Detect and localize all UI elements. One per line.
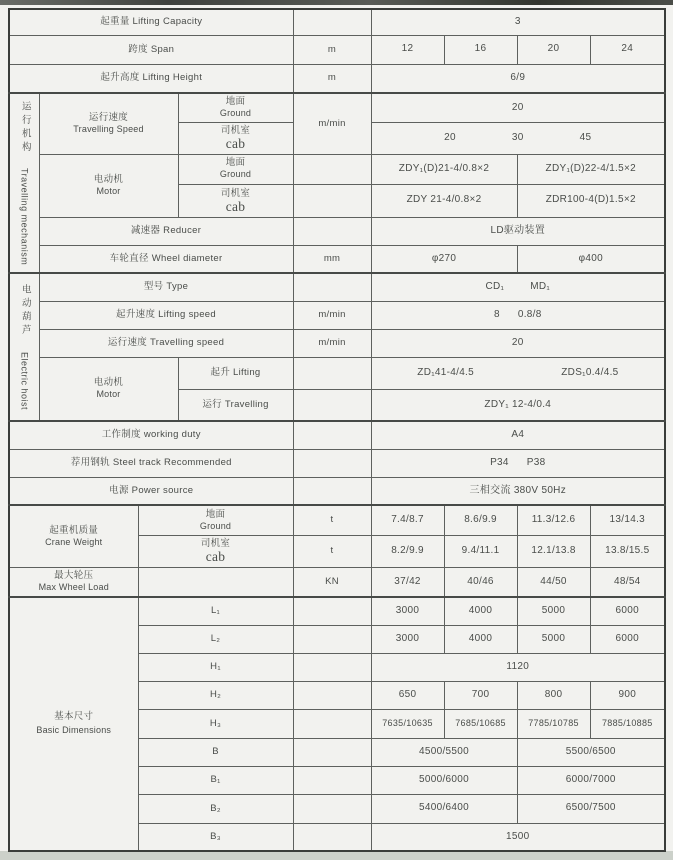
travelling-speed-cab-label: 司机室 cab: [178, 122, 293, 154]
dimension-b1-value: 5000/6000: [371, 766, 517, 794]
section-electric-hoist: [9, 273, 39, 421]
max-wheel-load-unit: KN: [293, 567, 371, 597]
hoist-type-label: 型号 Type: [39, 273, 293, 301]
crane-weight-cab-label: 司机室 cab: [138, 535, 293, 567]
travel-motor-ground-value: ZDY₁(D)22-4/1.5×2: [517, 154, 665, 184]
hoist-type-unit-cell: [293, 273, 371, 301]
reducer-value: LD驱动装置: [371, 217, 665, 245]
max-wheel-load-value: 48/54: [590, 567, 665, 597]
hoist-lifting-speed-unit: m/min: [293, 301, 371, 329]
dimension-param-b1: B₁: [138, 766, 293, 794]
power-source-unit-cell: [293, 477, 371, 505]
dimension-h3-value: 7635/10635: [371, 709, 444, 738]
hoist-motor-travelling-unit-cell: [293, 389, 371, 421]
span-value: 20: [517, 35, 590, 64]
travel-motor-cab-value: ZDR100-4(D)1.5×2: [517, 184, 665, 217]
span-value: 12: [371, 35, 444, 64]
hoist-motor-lifting-label: 起升 Lifting: [178, 357, 293, 389]
hoist-motor-travelling-label: 运行 Travelling: [178, 389, 293, 421]
working-duty-value: A4: [371, 421, 665, 449]
dimension-param-b3: B₃: [138, 823, 293, 851]
reducer-unit-cell: [293, 217, 371, 245]
travel-motor-ground-value: ZDY₁(D)21-4/0.8×2: [371, 154, 517, 184]
dimension-h1-value: 1120: [371, 653, 665, 681]
dimension-h3-value: 7685/10685: [444, 709, 517, 738]
hoist-lifting-speed-label: 起升速度 Lifting speed: [39, 301, 293, 329]
dimension-l1-value: 4000: [444, 597, 517, 625]
electric-hoist-vertical-label: 电动葫芦 Electric hoist: [19, 284, 31, 410]
crane-weight-cab-value: 9.4/11.1: [444, 535, 517, 567]
crane-weight-cab-value: 13.8/15.5: [590, 535, 665, 567]
wheel-diameter-value: φ270: [371, 245, 517, 273]
dimension-b-value: 4500/5500: [371, 738, 517, 766]
span-value: 24: [590, 35, 665, 64]
hoist-motor-lifting-values: ZD₁41-4/4.5 ZDS₁0.4/4.5: [371, 357, 665, 389]
span-unit: m: [293, 35, 371, 64]
travelling-speed-label: 运行速度 Travelling Speed: [39, 93, 178, 154]
dimension-param-l1: L₁: [138, 597, 293, 625]
span-label: 跨度 Span: [9, 35, 293, 64]
dimension-h2-unit-cell: [293, 681, 371, 709]
working-duty-unit-cell: [293, 421, 371, 449]
lifting-capacity-label: 起重量 Lifting Capacity: [9, 9, 293, 35]
travel-motor-label: 电动机 Motor: [39, 154, 178, 217]
lifting-capacity-value: 3: [371, 9, 665, 35]
dimension-h2-value: 650: [371, 681, 444, 709]
dimension-param-b: B: [138, 738, 293, 766]
crane-weight-ground-value: 8.6/9.9: [444, 505, 517, 535]
dimension-h1-unit-cell: [293, 653, 371, 681]
dimension-l2-value: 6000: [590, 625, 665, 653]
travel-motor-cab-label: 司机室 cab: [178, 184, 293, 217]
lifting-height-label: 起升高度 Lifting Height: [9, 64, 293, 93]
travel-motor-cab-value: ZDY 21-4/0.8×2: [371, 184, 517, 217]
max-wheel-load-sub-cell: [138, 567, 293, 597]
dimension-h2-value: 700: [444, 681, 517, 709]
power-source-value: 三相交流 380V 50Hz: [371, 477, 665, 505]
travel-motor-cab-unit-cell: [293, 184, 371, 217]
dimension-b2-value: 6500/7500: [517, 794, 665, 823]
max-wheel-load-label: 最大轮压 Max Wheel Load: [9, 567, 138, 597]
travelling-speed-cab-values: 20 30 45: [371, 122, 665, 154]
crane-weight-cab-unit: t: [293, 535, 371, 567]
span-value: 16: [444, 35, 517, 64]
hoist-travel-speed-value: 20: [371, 329, 665, 357]
steel-track-unit-cell: [293, 449, 371, 477]
dimension-h3-unit-cell: [293, 709, 371, 738]
max-wheel-load-value: 44/50: [517, 567, 590, 597]
hoist-motor-label: 电动机 Motor: [39, 357, 178, 421]
dimension-b2-value: 5400/6400: [371, 794, 517, 823]
scan-top-edge: [0, 0, 673, 5]
crane-weight-cab-value: 8.2/9.9: [371, 535, 444, 567]
crane-weight-ground-value: 13/14.3: [590, 505, 665, 535]
dimension-l1-value: 3000: [371, 597, 444, 625]
dimension-b3-value: 1500: [371, 823, 665, 851]
dimension-l1-unit-cell: [293, 597, 371, 625]
crane-weight-cab-value: 12.1/13.8: [517, 535, 590, 567]
crane-weight-ground-unit: t: [293, 505, 371, 535]
basic-dimensions-label: 基本尺寸 Basic Dimensions: [9, 597, 138, 851]
max-wheel-load-value: 40/46: [444, 567, 517, 597]
wheel-diameter-label: 车轮直径 Wheel diameter: [39, 245, 293, 273]
reducer-label: 减速器 Reducer: [39, 217, 293, 245]
hoist-travel-speed-unit: m/min: [293, 329, 371, 357]
dimension-param-h1: H₁: [138, 653, 293, 681]
hoist-motor-lifting-unit-cell: [293, 357, 371, 389]
dimension-l1-value: 5000: [517, 597, 590, 625]
section-travelling-mechanism: [9, 93, 39, 273]
crane-weight-label: 起重机质量 Crane Weight: [9, 505, 138, 567]
travelling-speed-ground-label: 地面 Ground: [178, 93, 293, 122]
travel-motor-ground-unit-cell: [293, 154, 371, 184]
dimension-l2-value: 4000: [444, 625, 517, 653]
dimension-h3-value: 7785/10785: [517, 709, 590, 738]
dimension-b-unit-cell: [293, 738, 371, 766]
dimension-param-l2: L₂: [138, 625, 293, 653]
scan-bottom-edge: [0, 851, 673, 860]
wheel-diameter-unit: mm: [293, 245, 371, 273]
dimension-h2-value: 800: [517, 681, 590, 709]
dimension-b1-value: 6000/7000: [517, 766, 665, 794]
dimension-h2-value: 900: [590, 681, 665, 709]
crane-weight-ground-value: 11.3/12.6: [517, 505, 590, 535]
dimension-b1-unit-cell: [293, 766, 371, 794]
travelling-speed-unit: m/min: [293, 93, 371, 154]
dimension-l1-value: 6000: [590, 597, 665, 625]
steel-track-values: P34 P38: [371, 449, 665, 477]
hoist-lifting-speed-values: 8 0.8/8: [371, 301, 665, 329]
travel-motor-ground-label: 地面 Ground: [178, 154, 293, 184]
power-source-label: 电源 Power source: [9, 477, 293, 505]
dimension-b3-unit-cell: [293, 823, 371, 851]
lifting-height-value: 6/9: [371, 64, 665, 93]
lifting-capacity-unit-cell: [293, 9, 371, 35]
dimension-l2-value: 3000: [371, 625, 444, 653]
hoist-type-values: CD₁ MD₁: [371, 273, 665, 301]
wheel-diameter-value: φ400: [517, 245, 665, 273]
lifting-height-unit: m: [293, 64, 371, 93]
crane-weight-ground-label: 地面 Ground: [138, 505, 293, 535]
crane-spec-table: [8, 8, 666, 852]
dimension-b-value: 5500/6500: [517, 738, 665, 766]
dimension-b2-unit-cell: [293, 794, 371, 823]
travelling-mechanism-vertical-label: 运行机构 Travelling mechanism: [19, 100, 31, 266]
dimension-l2-unit-cell: [293, 625, 371, 653]
hoist-travel-speed-label: 运行速度 Travelling speed: [39, 329, 293, 357]
steel-track-label: 荐用钢轨 Steel track Recommended: [9, 449, 293, 477]
dimension-l2-value: 5000: [517, 625, 590, 653]
dimension-param-h2: H₂: [138, 681, 293, 709]
dimension-h3-value: 7885/10885: [590, 709, 665, 738]
crane-weight-ground-value: 7.4/8.7: [371, 505, 444, 535]
dimension-param-b2: B₂: [138, 794, 293, 823]
travelling-speed-ground-value: 20: [371, 93, 665, 122]
working-duty-label: 工作制度 working duty: [9, 421, 293, 449]
dimension-param-h3: H₃: [138, 709, 293, 738]
hoist-motor-travelling-value: ZDY₁ 12-4/0.4: [371, 389, 665, 421]
max-wheel-load-value: 37/42: [371, 567, 444, 597]
